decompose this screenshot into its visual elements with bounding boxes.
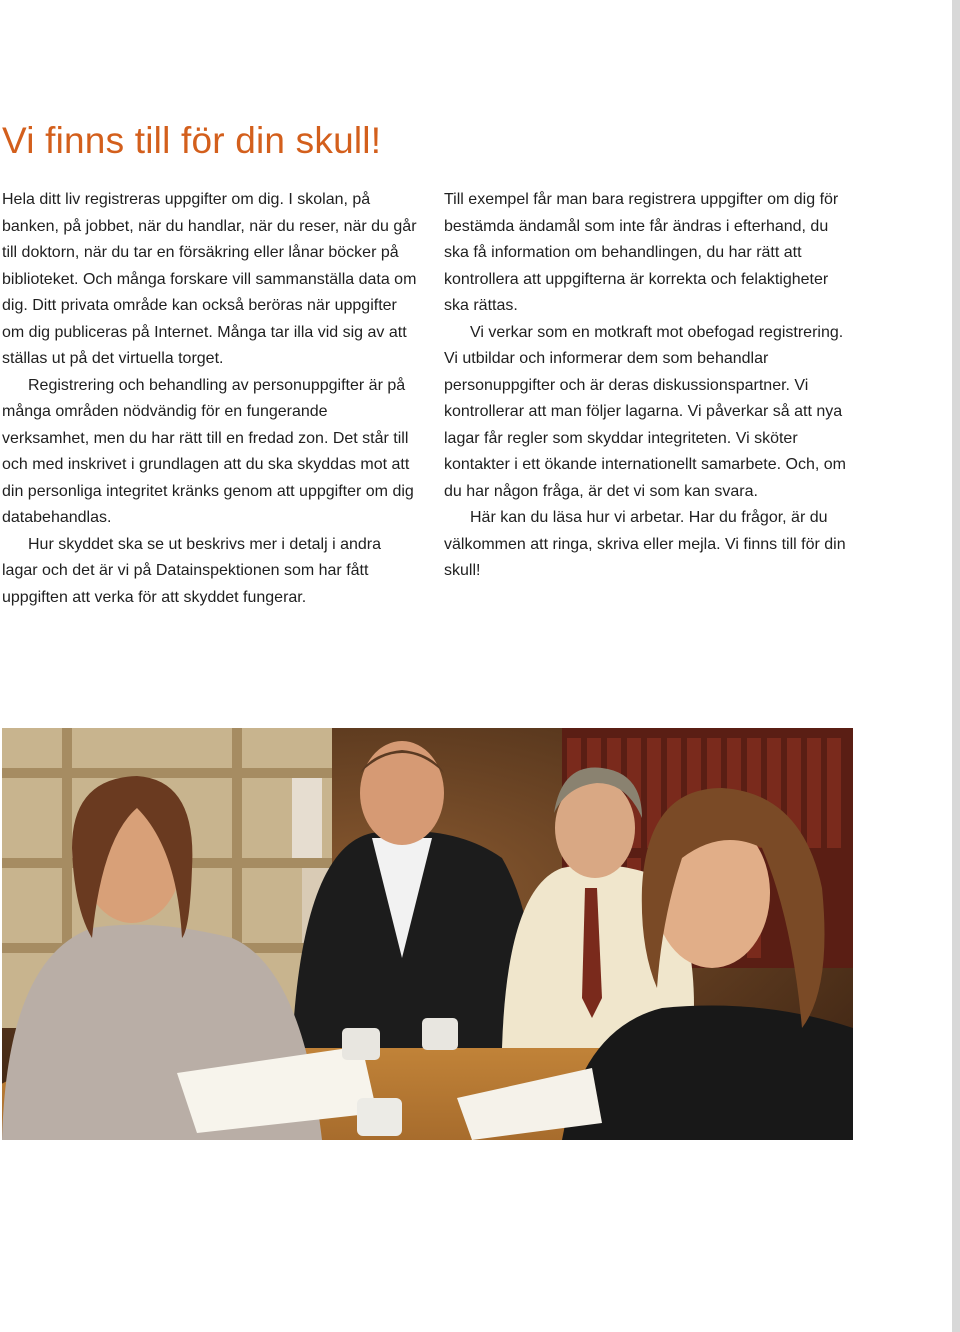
paragraph: Hur skyddet ska se ut beskrivs mer i detalj i andra lagar och det är vi på Datainspektionen som har fått uppgiften att verka för att skyddet fungerar. [2,535,382,606]
left-text-column [2,187,417,611]
right-text-column [444,187,856,585]
paragraph: Hela ditt liv registreras uppgifter om dig. I skolan, på banken, på jobbet, när du handlar, när du reser, när du går till doktorn, när du tar en försäkring eller lånar böcker på biblioteket. Och många forskare vill sammanställa data om dig. Ditt privata område kan också beröras när uppgifter om dig publiceras på Internet. Många tar illa vid sig av att ställas ut på det virtuella torget. [2,191,417,367]
paragraph: Här kan du läsa hur vi arbetar. Har du frågor, är du välkommen att ringa, skriva eller mejla. Vi finns till för din skull! [444,509,846,579]
paragraph: Vi verkar som en motkraft mot obefogad registrering. Vi utbildar och informerar dem som behandlar personuppgifter och är deras diskussionspartner. Vi kontrollerar att man följer lagarna. Vi påverkar så att nya lagar får regler som skyddar integriteten. Vi sköter kontakter i ett ökande internationellt samarbete. Och, om du har någon fråga, är det vi som kan svara. [444,323,846,500]
paragraph: Till exempel får man bara registrera uppgifter om dig för bestämda ändamål som inte får ändras i efterhand, du ska få information om behandlingen, du har rätt att kontrollera att uppgifterna är korrekta och felaktigheter ska rättas. [444,191,839,314]
paragraph: Registrering och behandling av personuppgifter är på många områden nödvändig för en fungerande verksamhet, men du har rätt till en fredad zon. Det står till och med inskrivet i grundlagen att du ska skyddas mot att din personliga integritet kränks genom att uppgifter om dig databehandlas. [2,376,414,526]
meeting-photo [2,728,853,1140]
page-edge-strip [952,0,960,1332]
page-title: Vi finns till för din skull! [2,120,382,161]
